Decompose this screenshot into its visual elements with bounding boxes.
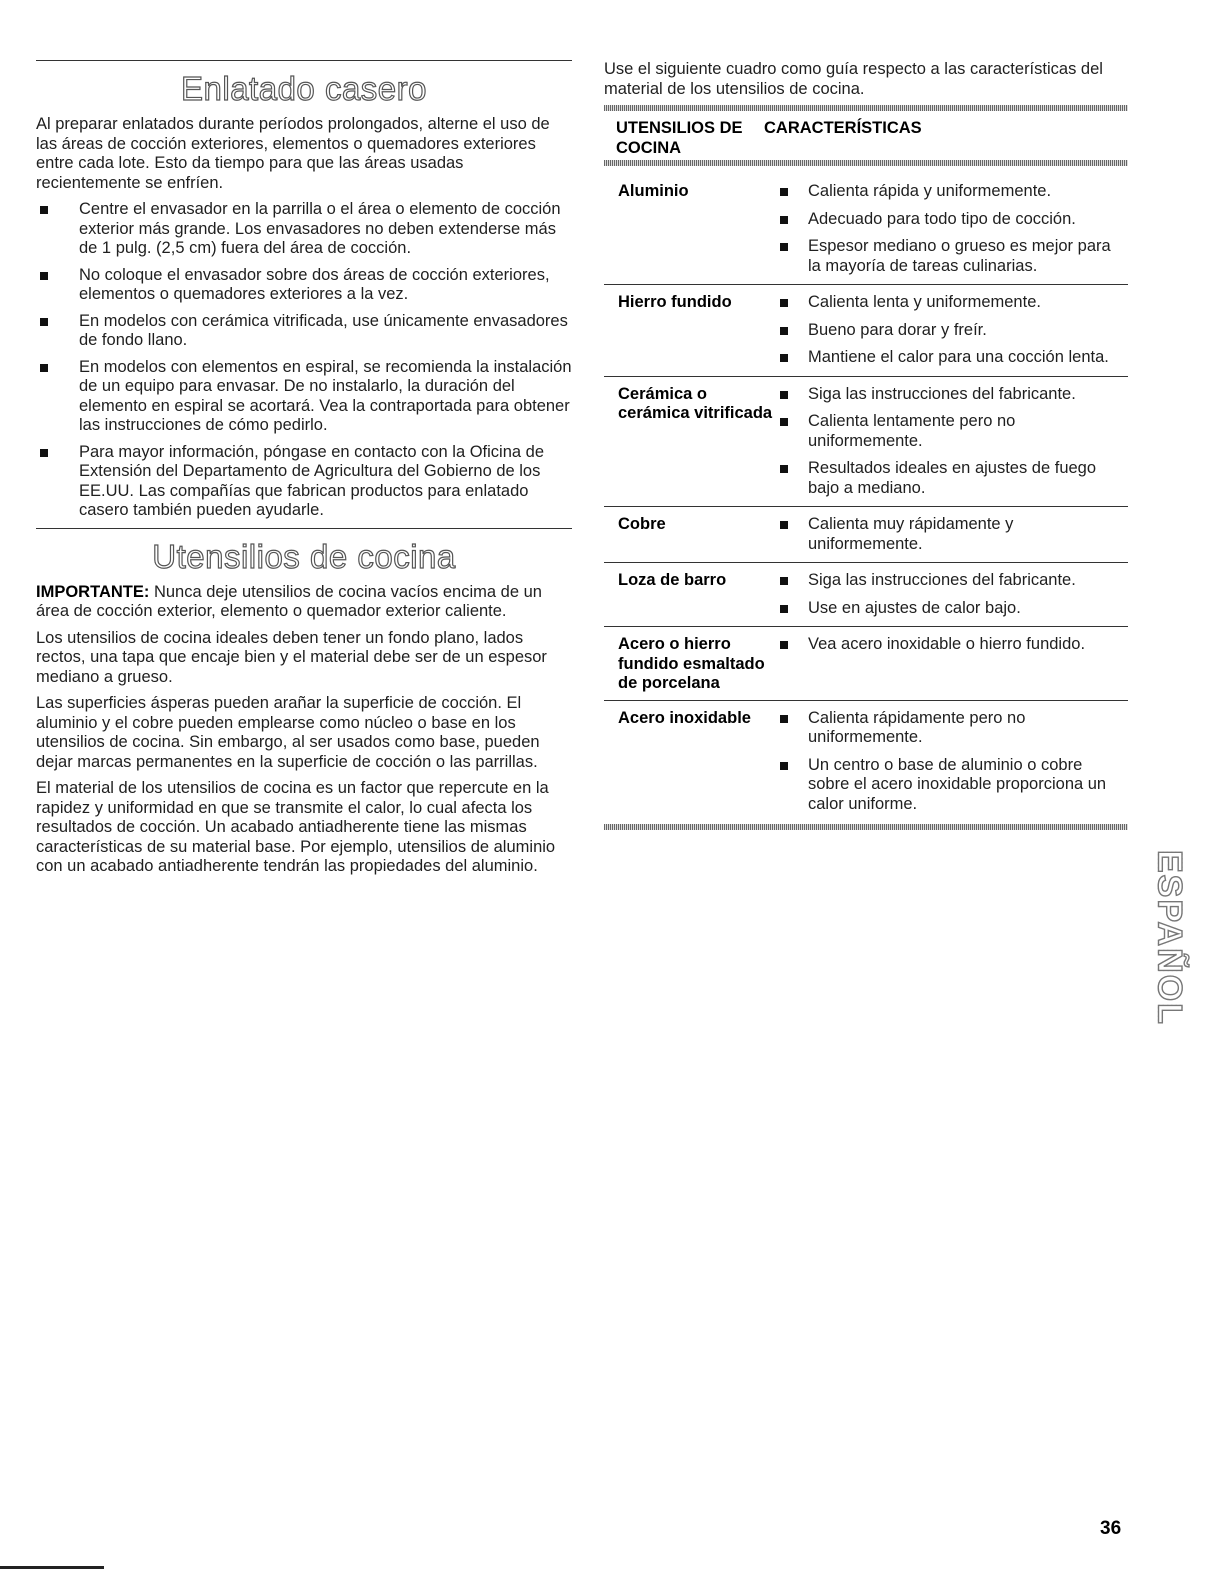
table-header-bar bbox=[604, 160, 1128, 166]
list-item: En modelos con elementos en espiral, se recomienda la instalación de un equipo para envasar. De no instalarlo, la duración del elemento en espiral se acortará. Vea la contraportada para obtener las instrucciones de cómo pedirlo. bbox=[36, 358, 572, 436]
header-characteristics: CARACTERÍSTICAS bbox=[764, 119, 922, 137]
bullet-square-icon bbox=[780, 641, 788, 649]
material-name: Acero o hierro fundido esmaltado de porcelana bbox=[618, 635, 765, 692]
material-name: Aluminio bbox=[618, 182, 689, 200]
table-bottom-bar bbox=[604, 824, 1128, 830]
bullet-square-icon bbox=[780, 354, 788, 362]
section-rule bbox=[36, 60, 572, 61]
bullet-square-icon bbox=[40, 272, 48, 280]
bullet-square-icon bbox=[780, 243, 788, 251]
list-item: Adecuado para todo tipo de cocción. bbox=[776, 210, 1128, 230]
table-intro: Use el siguiente cuadro como guía respecto a las características del material de los utensilios de cocina. bbox=[604, 60, 1103, 98]
canning-intro: Al preparar enlatados durante períodos prolongados, alterne el uso de las áreas de cocción exteriores, elementos o quemadores exteriores entre cada lote. Esto da tiempo para que las áreas usadas recientemente se enfríen. bbox=[36, 115, 550, 192]
cookware-paragraph: Los utensilios de cocina ideales deben tener un fondo plano, lados rectos, una tapa que encaje bien y el material debe ser de un espesor mediano a grueso. bbox=[36, 628, 547, 686]
bullet-square-icon bbox=[780, 521, 788, 529]
cookware-title: Utensilios de cocina bbox=[152, 537, 456, 575]
list-item: Calienta lenta y uniformemente. bbox=[776, 293, 1128, 313]
material-name: Loza de barro bbox=[618, 571, 727, 589]
bullet-square-icon bbox=[40, 206, 48, 214]
list-item: En modelos con cerámica vitrificada, use únicamente envasadores de fondo llano. bbox=[36, 312, 572, 351]
list-item: Un centro o base de aluminio o cobre sobre el acero inoxidable proporciona un calor uniforme. bbox=[776, 756, 1128, 815]
list-item: Resultados ideales en ajustes de fuego bajo a mediano. bbox=[776, 459, 1128, 498]
characteristics-list bbox=[776, 709, 1128, 817]
material-name: Hierro fundido bbox=[618, 293, 732, 311]
bullet-square-icon bbox=[40, 318, 48, 326]
right-column bbox=[604, 60, 1128, 838]
list-item: Calienta lentamente pero no uniformemente. bbox=[776, 412, 1128, 451]
cookware-paragraph: El material de los utensilios de cocina es un factor que repercute en la rapidez y uniformidad en que se transmite el calor, lo cual afecta los resultados de cocción. Un acabado antiadherente tiene las mismas características de su material base. Por ejemplo, utensilios de aluminio con un acabado antiadherente tendrán las propiedades del aluminio. bbox=[36, 779, 556, 875]
bottom-bar bbox=[0, 1566, 104, 1569]
list-item: Mantiene el calor para una cocción lenta. bbox=[776, 348, 1128, 368]
bullet-square-icon bbox=[780, 605, 788, 613]
list-item: Para mayor información, póngase en contacto con la Oficina de Extensión del Departamento de Agricultura del Gobierno de los EE.UU. Las compañías que fabrican productos para enlatado casero también pueden ayudarle. bbox=[36, 443, 572, 521]
list-item: Use en ajustes de calor bajo. bbox=[776, 599, 1128, 619]
list-item: Vea acero inoxidable o hierro fundido. bbox=[776, 635, 1128, 655]
table-row bbox=[604, 626, 1128, 700]
bullet-square-icon bbox=[780, 465, 788, 473]
canning-title: Enlatado casero bbox=[181, 70, 427, 107]
characteristics-list bbox=[776, 515, 1128, 556]
list-item: Siga las instrucciones del fabricante. bbox=[776, 571, 1128, 591]
cookware-paragraph: Las superficies ásperas pueden arañar la superficie de cocción. El aluminio y el cobre pueden emplearse como núcleo o base en los utensilios de cocina. Sin embargo, al ser usados como base, pueden dejar marcas permanentes en la superficie de cocción o las parrillas. bbox=[36, 694, 540, 771]
table-header bbox=[604, 119, 1128, 158]
list-item: Calienta rápida y uniformemente. bbox=[776, 182, 1128, 202]
table-row bbox=[604, 174, 1128, 284]
table-row bbox=[604, 562, 1128, 626]
bullet-square-icon bbox=[780, 418, 788, 426]
bullet-square-icon bbox=[780, 216, 788, 224]
bullet-square-icon bbox=[780, 327, 788, 335]
characteristics-list bbox=[776, 293, 1128, 370]
bullet-square-icon bbox=[780, 188, 788, 196]
header-cookware: UTENSILIOS DE COCINA bbox=[616, 119, 743, 157]
characteristics-list bbox=[776, 182, 1128, 278]
characteristics-list bbox=[776, 571, 1128, 620]
table-row bbox=[604, 376, 1128, 507]
language-side-tab bbox=[1150, 818, 1189, 1058]
bullet-square-icon bbox=[780, 391, 788, 399]
list-item: Calienta rápidamente pero no uniformemente. bbox=[776, 709, 1128, 748]
list-item: Calienta muy rápidamente y uniformemente. bbox=[776, 515, 1128, 554]
left-column bbox=[36, 60, 572, 884]
side-tab-label: ESPAÑOL bbox=[1150, 850, 1189, 1026]
page-number: 36 bbox=[1100, 1518, 1122, 1539]
characteristics-list bbox=[776, 385, 1128, 501]
table-row bbox=[604, 284, 1128, 376]
bullet-square-icon bbox=[40, 449, 48, 457]
list-item: Centre el envasador en la parrilla o el área o elemento de cocción exterior más grande. Los envasadores no deben extenderse más de 1 pulg. (2,5 cm) fuera del área de cocción. bbox=[36, 200, 572, 259]
table-row bbox=[604, 506, 1128, 562]
material-table bbox=[604, 174, 1128, 822]
bullet-square-icon bbox=[780, 577, 788, 585]
table-top-bar bbox=[604, 105, 1128, 111]
list-item: Bueno para dorar y freír. bbox=[776, 321, 1128, 341]
section-rule bbox=[36, 528, 572, 529]
material-name: Cerámica o cerámica vitrificada bbox=[618, 384, 773, 422]
list-item: No coloque el envasador sobre dos áreas de cocción exteriores, elementos o quemadores exteriores a la vez. bbox=[36, 266, 572, 305]
bullet-square-icon bbox=[780, 715, 788, 723]
table-row bbox=[604, 700, 1128, 823]
bullet-square-icon bbox=[780, 299, 788, 307]
list-item: Espesor mediano o grueso es mejor para la mayoría de tareas culinarias. bbox=[776, 237, 1128, 276]
important-note: IMPORTANTE: Nunca deje utensilios de cocina vacíos encima de un área de cocción exterior, elemento o quemador exterior caliente. bbox=[36, 582, 542, 620]
material-name: Cobre bbox=[618, 515, 666, 533]
bullet-square-icon bbox=[780, 762, 788, 770]
characteristics-list bbox=[776, 635, 1128, 694]
list-item: Siga las instrucciones del fabricante. bbox=[776, 385, 1128, 405]
canning-bullets bbox=[36, 200, 572, 521]
material-name: Acero inoxidable bbox=[618, 708, 751, 727]
bullet-square-icon bbox=[40, 364, 48, 372]
